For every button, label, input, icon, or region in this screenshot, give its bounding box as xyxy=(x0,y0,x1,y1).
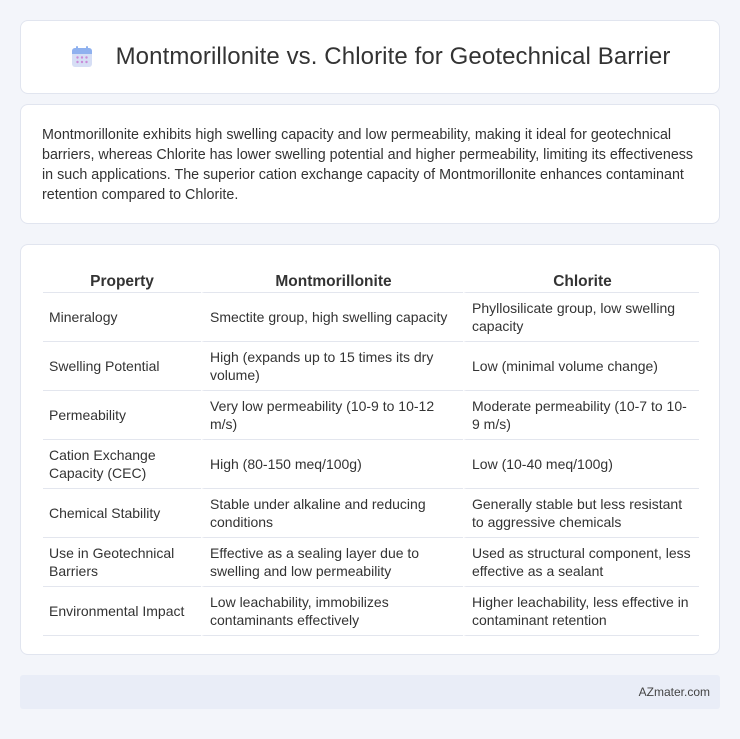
page-title: Montmorillonite vs. Chlorite for Geotechnical Barrier xyxy=(115,43,671,70)
cell-chlorite: Used as structural component, less effective as a sealant xyxy=(463,538,699,587)
title-card xyxy=(20,20,720,94)
summary-text: Montmorillonite exhibits high swelling capacity and low permeability, making it ideal for geotechnical barriers, whereas Chlorite has lower swelling potential and higher permeability, limiting its effectiveness in such applications. The superior cation exchange capacity of Montmorillonite enhances contaminant retention compared to Chlorite. xyxy=(42,127,694,203)
footer-site-link[interactable]: AZmater.com xyxy=(638,685,710,699)
cell-montmorillonite: Stable under alkaline and reducing conditions xyxy=(201,489,463,538)
cell-montmorillonite: Low leachability, immobilizes contaminants effectively xyxy=(201,587,463,636)
footer xyxy=(20,675,720,709)
table-row xyxy=(43,538,699,587)
cell-property: Chemical Stability xyxy=(43,489,201,538)
table-row xyxy=(43,342,699,391)
cell-chlorite: Moderate permeability (10-7 to 10-9 m/s) xyxy=(463,391,699,440)
table-header-row xyxy=(43,263,699,293)
cell-property: Swelling Potential xyxy=(43,342,201,391)
table-row xyxy=(43,587,699,636)
cell-property: Use in Geotechnical Barriers xyxy=(43,538,201,587)
cell-chlorite: Low (10-40 meq/100g) xyxy=(463,440,699,489)
cell-property: Cation Exchange Capacity (CEC) xyxy=(43,440,201,489)
cell-chlorite: Low (minimal volume change) xyxy=(463,342,699,391)
cell-montmorillonite: Smectite group, high swelling capacity xyxy=(201,293,463,342)
table-row xyxy=(43,391,699,440)
cell-chlorite: Higher leachability, less effective in contaminant retention xyxy=(463,587,699,636)
table-row xyxy=(43,293,699,342)
comparison-table-card xyxy=(20,244,720,655)
summary-card xyxy=(20,104,720,224)
cell-chlorite: Generally stable but less resistant to aggressive chemicals xyxy=(463,489,699,538)
cell-property: Permeability xyxy=(43,391,201,440)
header-chlorite: Chlorite xyxy=(463,263,699,293)
cell-property: Environmental Impact xyxy=(43,587,201,636)
cell-montmorillonite: Very low permeability (10-9 to 10-12 m/s) xyxy=(201,391,463,440)
header-property: Property xyxy=(43,263,201,293)
cell-montmorillonite: Effective as a sealing layer due to swelling and low permeability xyxy=(201,538,463,587)
table-row xyxy=(43,440,699,489)
comparison-table xyxy=(43,263,699,636)
table-row xyxy=(43,489,699,538)
cell-montmorillonite: High (expands up to 15 times its dry volume) xyxy=(201,342,463,391)
cell-property: Mineralogy xyxy=(43,293,201,342)
header-montmorillonite: Montmorillonite xyxy=(201,263,463,293)
calendar-icon xyxy=(70,45,94,69)
cell-montmorillonite: High (80-150 meq/100g) xyxy=(201,440,463,489)
cell-chlorite: Phyllosilicate group, low swelling capacity xyxy=(463,293,699,342)
